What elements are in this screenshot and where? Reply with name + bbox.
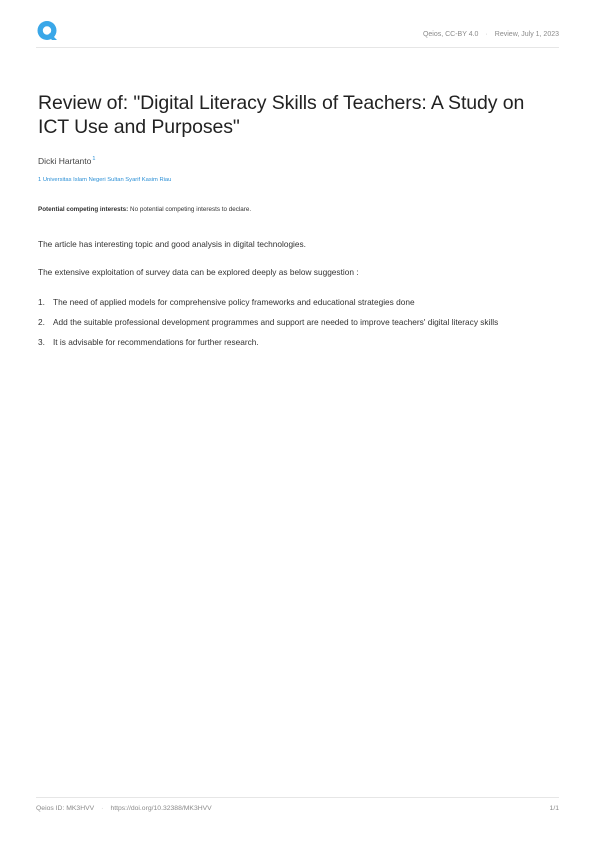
list-item-number: 3.	[38, 337, 45, 347]
doi-link[interactable]: https://doi.org/10.32388/MK3HVV	[110, 805, 212, 812]
list-item-text: The need of applied models for comprehensive policy frameworks and educational strategies done	[53, 297, 415, 307]
qeios-id: Qeios ID: MK3HVV	[36, 805, 95, 812]
header-divider	[36, 47, 559, 48]
list-item	[38, 334, 558, 351]
footer-identifiers	[36, 805, 212, 812]
list-item-number: 2.	[38, 317, 45, 327]
body-paragraph-1: The article has interesting topic and good analysis in digital technologies.	[38, 239, 306, 249]
footer-divider	[36, 797, 559, 798]
header-separator: ·	[485, 31, 488, 38]
list-item	[38, 314, 558, 331]
license-text: Qeios, CC-BY 4.0	[422, 31, 479, 38]
affiliation: 1 Universitas Islam Negeri Sultan Syarif Kasim Riau	[38, 177, 172, 183]
body-paragraph-2: The extensive exploitation of survey data can be explored deeply as below suggestion :	[38, 267, 359, 277]
author-affiliation-marker: 1	[92, 156, 96, 163]
competing-interests	[38, 206, 251, 213]
author-line	[38, 156, 95, 166]
qeios-q-logo-icon[interactable]	[36, 20, 60, 42]
list-item	[38, 294, 558, 311]
list-item-text: It is advisable for recommendations for further research.	[53, 337, 259, 347]
list-item-text: Add the suitable professional development programmes and support are needed to improve teachers' digital literacy skills	[53, 317, 499, 327]
article-title: Review of: "Digital Literacy Skills of Teachers: A Study on ICT Use and Purposes"	[38, 92, 525, 138]
list-item-number: 1.	[38, 297, 45, 307]
page-number: 1/1	[549, 805, 559, 812]
competing-interests-label: Potential competing interests:	[38, 206, 129, 213]
author-name[interactable]: Dicki Hartanto	[38, 156, 92, 166]
suggestion-list	[38, 294, 558, 354]
footer-separator: ·	[101, 805, 104, 812]
review-date: Review, July 1, 2023	[494, 31, 559, 38]
competing-interests-text: No potential competing interests to declare.	[130, 206, 252, 213]
header-meta	[423, 31, 559, 38]
